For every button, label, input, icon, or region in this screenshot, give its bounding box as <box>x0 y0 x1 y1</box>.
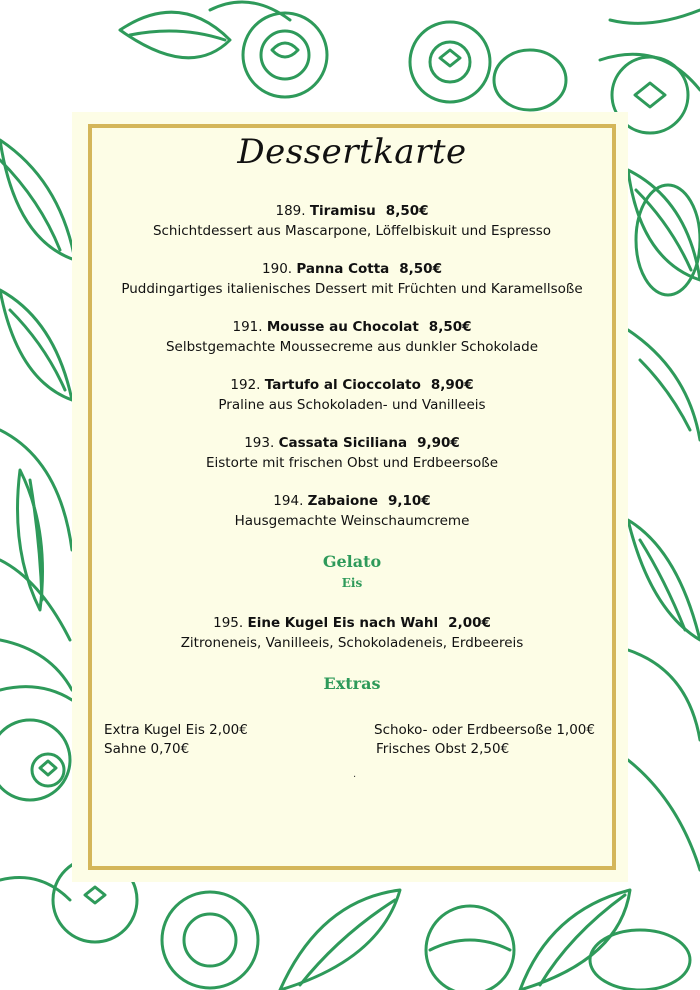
item-price: 8,50€ <box>428 319 472 335</box>
item-description: Selbstgemachte Moussecreme aus dunkler Schokolade <box>165 339 539 355</box>
item-price: 2,00€ <box>448 615 491 631</box>
item-number: 194. <box>273 493 304 509</box>
menu-item <box>92 318 612 357</box>
item-price: 9,10€ <box>388 493 431 509</box>
gelato-subheading: Eis <box>341 576 363 590</box>
menu-item <box>92 492 612 531</box>
item-description: Schichtdessert aus Mascarpone, Löffelbiskuit und Espresso <box>152 223 552 239</box>
item-name: Mousse au Chocolat <box>266 319 419 335</box>
item-number: 193. <box>244 435 275 451</box>
menu-item <box>92 202 612 241</box>
item-number: 195. <box>213 615 244 631</box>
menu-content <box>92 128 612 866</box>
gelato-heading: Gelato <box>322 552 382 571</box>
item-name: Tartufo al Cioccolato <box>264 377 421 393</box>
item-description: Eistorte mit frischen Obst und Erdbeersoße <box>205 455 499 471</box>
extra-item: Sahne 0,70€ <box>104 741 190 757</box>
item-price: 8,90€ <box>430 377 474 393</box>
item-number: 191. <box>232 319 263 335</box>
item-description: Zitroneneis, Vanilleeis, Schokoladeneis, Erdbeereis <box>180 635 524 651</box>
trailing-dot: . <box>353 769 357 780</box>
extra-item: Extra Kugel Eis 2,00€ <box>104 722 248 738</box>
item-number: 192. <box>230 377 261 393</box>
item-name: Panna Cotta <box>296 261 390 277</box>
extra-item: Schoko- oder Erdbeersoße 1,00€ <box>374 722 595 738</box>
item-number: 189. <box>275 203 306 219</box>
item-price: 8,50€ <box>385 203 429 219</box>
menu-item <box>92 614 612 653</box>
item-name: Cassata Siciliana <box>278 435 408 451</box>
item-number: 190. <box>262 261 293 277</box>
menu-item <box>92 376 612 415</box>
item-name: Eine Kugel Eis nach Wahl <box>247 615 439 631</box>
menu-title: Dessertkarte <box>237 132 467 172</box>
item-description: Puddingartiges italienisches Dessert mit Früchten und Karamellsoße <box>121 281 583 297</box>
item-price: 8,50€ <box>399 261 442 277</box>
item-description: Praline aus Schokoladen- und Vanilleeis <box>218 397 486 413</box>
menu-item <box>92 260 612 299</box>
item-name: Zabaione <box>307 493 378 509</box>
menu-item <box>92 434 612 473</box>
item-price: 9,90€ <box>417 435 460 451</box>
extra-item: Frisches Obst 2,50€ <box>376 741 510 757</box>
item-name: Tiramisu <box>309 203 376 219</box>
item-description: Hausgemachte Weinschaumcreme <box>234 513 470 529</box>
extras-heading: Extras <box>323 674 381 693</box>
